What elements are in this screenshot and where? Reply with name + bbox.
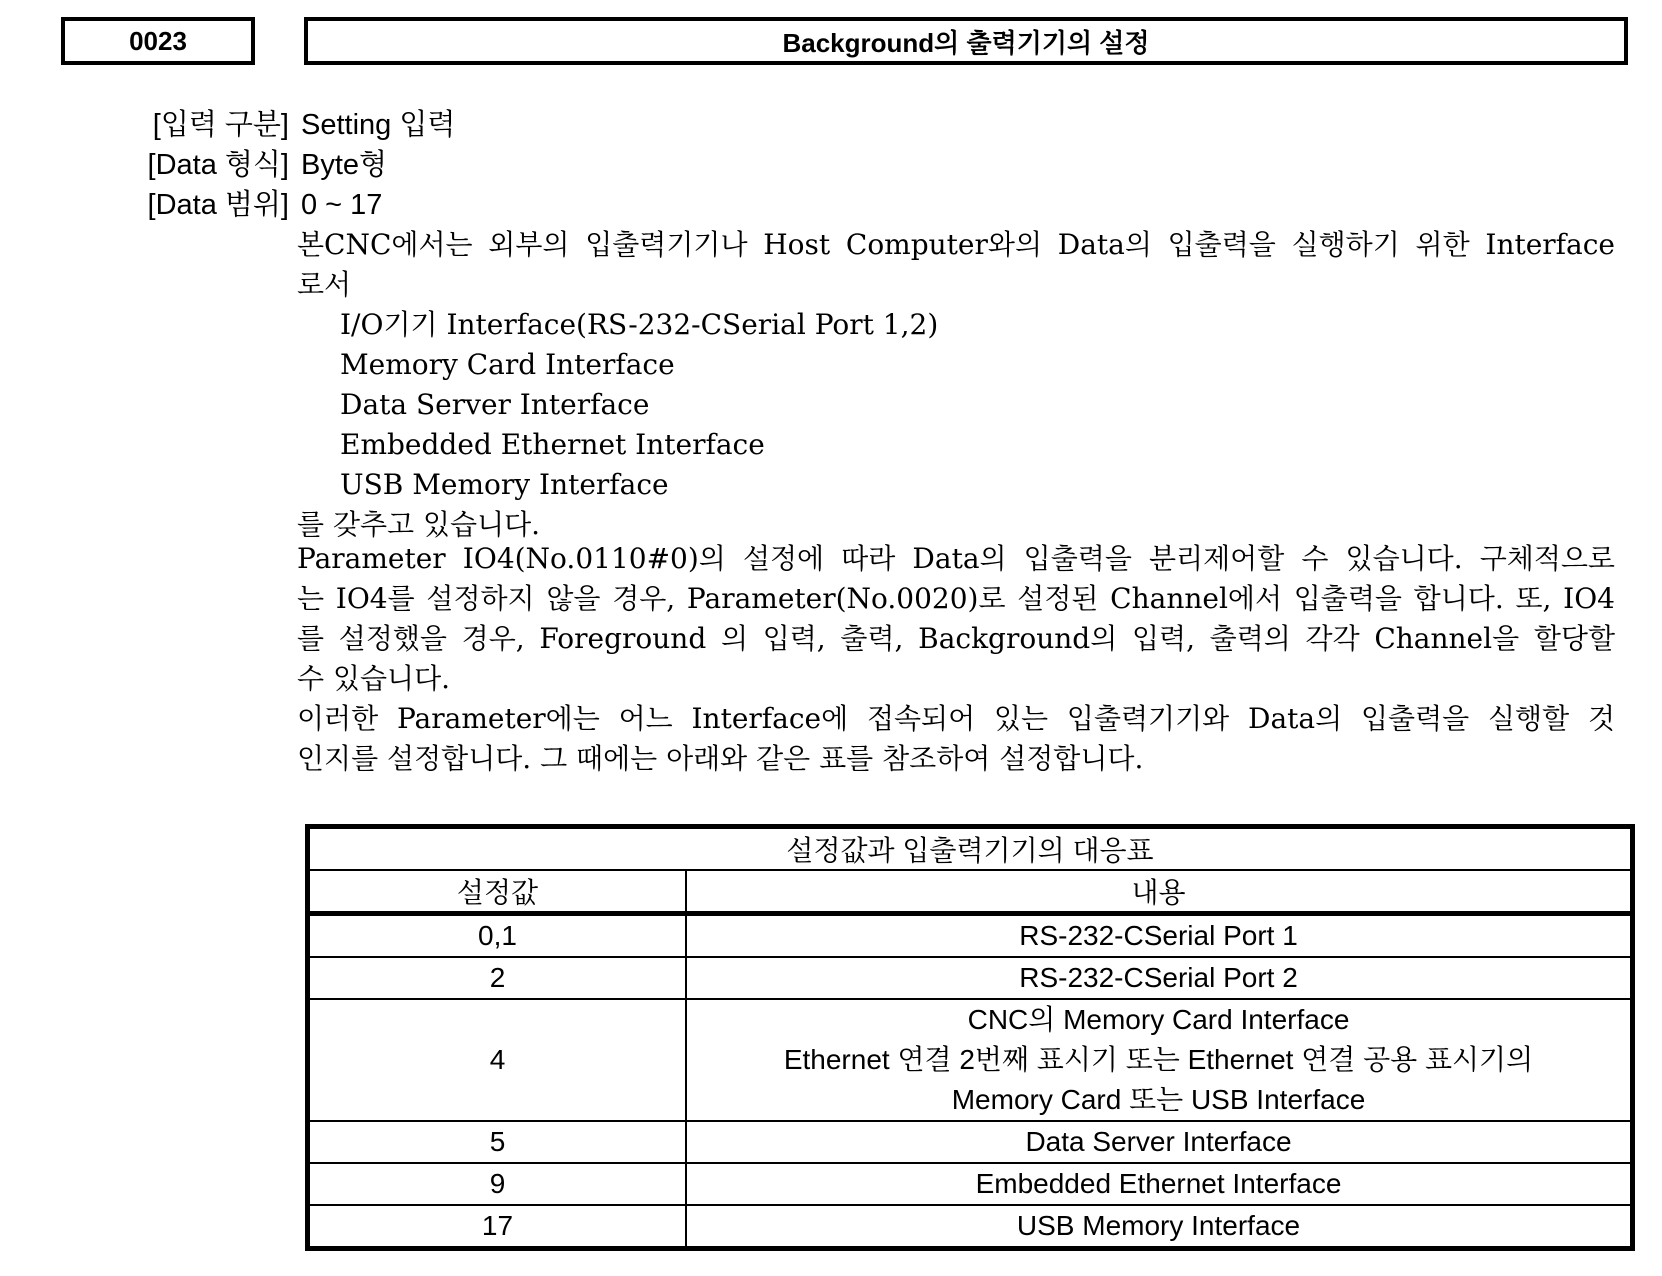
content-cell: USB Memory Interface: [686, 1205, 1633, 1249]
description-details: [297, 539, 1615, 779]
data-range-label: [Data 범위]: [147, 189, 289, 221]
table-row: [308, 1205, 1633, 1249]
interface-item: Memory Card Interface: [340, 348, 675, 381]
table-row: [308, 999, 1633, 1121]
column-header-value: 설정값: [308, 870, 687, 914]
setting-value-cell: 4: [308, 999, 687, 1121]
data-format-label: [Data 형식]: [147, 149, 289, 181]
content-line: Memory Card 또는 USB Interface: [951, 1084, 1366, 1115]
paragraph-line: Parameter IO4(No.0110#0)의 설정에 따라 Data의 입출력을 분리제어할 수 있습니다. 구체적으로: [297, 542, 1615, 575]
parameter-number-text: 0023: [129, 25, 187, 56]
description-intro: [297, 225, 1615, 545]
paragraph-line: 는 IO4를 설정하지 않을 경우, Parameter(No.0020)로 설정된 Channel에서 입출력을 합니다. 또, IO4: [297, 582, 1615, 615]
parameter-number: [61, 17, 255, 65]
parameter-title: [304, 17, 1628, 65]
table-row: [308, 914, 1633, 958]
column-header-content: 내용: [686, 870, 1633, 914]
paragraph-line: 이러한 Parameter에는 어느 Interface에 접속되어 있는 입출력기기와 Data의 입출력을 실행할 것: [297, 702, 1615, 735]
input-type-value: Setting 입력: [301, 109, 456, 141]
content-cell: RS-232-CSerial Port 1: [686, 914, 1633, 958]
intro-continuation: 로서: [297, 268, 352, 301]
content-cell: Data Server Interface: [686, 1121, 1633, 1163]
setting-value-cell: 17: [308, 1205, 687, 1249]
content-line: CNC의 Memory Card Interface: [967, 1004, 1350, 1035]
data-format-row: [124, 145, 387, 185]
data-format-value: Byte형: [301, 149, 388, 181]
paragraph-line: 를 설정했을 경우, Foreground 의 입력, 출력, Background의 입력, 출력의 각각 Channel을 할당할: [297, 622, 1615, 655]
table-caption: 설정값과 입출력기기의 대응표: [308, 827, 1633, 871]
paragraph-line: 수 있습니다.: [297, 662, 451, 695]
table-row: [308, 957, 1633, 999]
setting-value-cell: 2: [308, 957, 687, 999]
setting-value-cell: 9: [308, 1163, 687, 1205]
paragraph-line: 인지를 설정합니다. 그 때에는 아래와 같은 표를 참조하여 설정합니다.: [297, 742, 1144, 775]
setting-value-cell: 0,1: [308, 914, 687, 958]
content-cell: RS-232-CSerial Port 2: [686, 957, 1633, 999]
input-type-label: [입력 구분]: [152, 109, 289, 141]
content-line: Ethernet 연결 2번째 표시기 또는 Ethernet 연결 공용 표시기의: [783, 1044, 1534, 1075]
intro-line: 본CNC에서는 외부의 입출력기기나 Host Computer와의 Data의 입출력을 실행하기 위한 Interface: [297, 228, 1615, 261]
content-cell: Embedded Ethernet Interface: [686, 1163, 1633, 1205]
interface-item: I/O기기 Interface(RS-232-CSerial Port 1,2): [340, 308, 939, 341]
setting-value-cell: 5: [308, 1121, 687, 1163]
input-type-row: [124, 105, 455, 145]
data-range-row: [124, 185, 382, 225]
interface-item: USB Memory Interface: [340, 468, 669, 501]
interface-item: Data Server Interface: [340, 388, 650, 421]
parameter-title-text: Background의 출력기기의 설정: [782, 27, 1150, 58]
content-cell: [686, 999, 1633, 1121]
data-range-value: 0 ~ 17: [301, 189, 383, 221]
table-row: [308, 1121, 1633, 1163]
interface-item: Embedded Ethernet Interface: [340, 428, 765, 461]
table-row: [308, 1163, 1633, 1205]
intro-outro: 를 갖추고 있습니다.: [297, 508, 541, 541]
setting-value-table: [305, 824, 1635, 1251]
